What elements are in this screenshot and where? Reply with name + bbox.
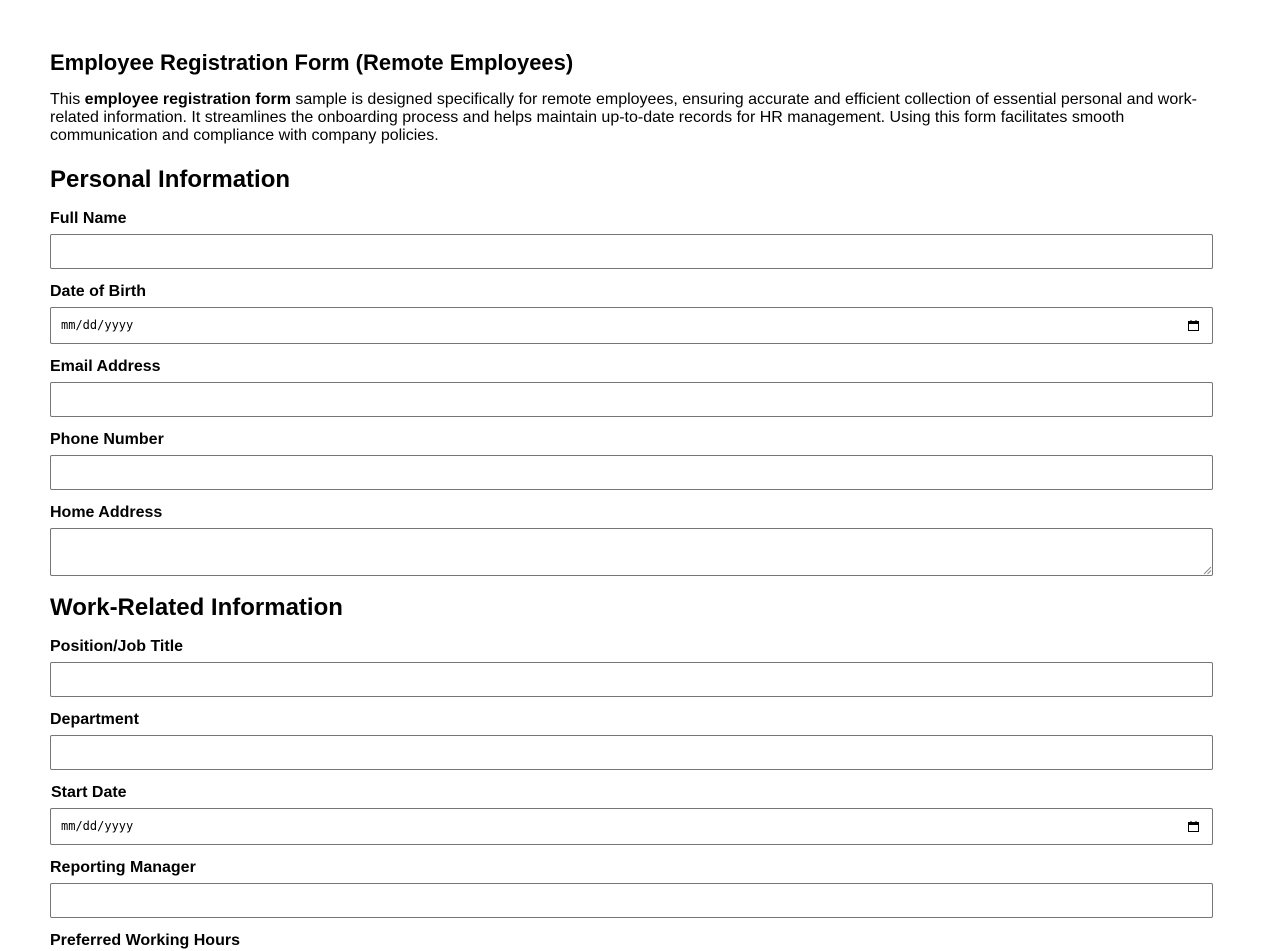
home-address-textarea[interactable] [50, 528, 1213, 576]
field-reporting-manager [50, 858, 1213, 918]
full-name-input[interactable] [50, 234, 1213, 269]
field-position [50, 637, 1213, 697]
intro-text-end: sample is designed specifically for remote employees, ensuring accurate and efficient collection of essential personal and work-related information. It streamlines the onboarding process and helps maintain up-to-date records for HR management. Using this form facilitates smooth communication and compliance with company policies. [50, 91, 1197, 144]
field-department [50, 710, 1213, 770]
field-full-name [50, 209, 1213, 269]
section-heading-personal: Personal Information [50, 166, 291, 193]
field-start-date [50, 783, 1213, 845]
field-preferred-hours [50, 931, 1213, 951]
reporting-manager-input[interactable] [50, 883, 1213, 918]
section-heading-work: Work-Related Information [50, 594, 343, 621]
intro-text-start: This [50, 91, 85, 108]
intro-paragraph [50, 91, 1213, 145]
date-of-birth-placeholder: mm/dd/yyyy [61, 318, 134, 332]
calendar-icon[interactable] [1188, 821, 1199, 832]
form-container [50, 0, 1213, 951]
start-date-placeholder: mm/dd/yyyy [61, 819, 134, 833]
full-name-label: Full Name [50, 210, 127, 227]
reporting-manager-label: Reporting Manager [50, 859, 196, 876]
page-title: Employee Registration Form (Remote Employees) [50, 50, 574, 75]
field-date-of-birth [50, 282, 1213, 344]
field-phone [50, 430, 1213, 490]
department-label: Department [50, 711, 139, 728]
field-home-address [50, 503, 1213, 576]
resize-grip-icon[interactable] [1203, 566, 1211, 574]
email-label: Email Address [50, 358, 161, 375]
field-email [50, 357, 1213, 417]
calendar-icon[interactable] [1188, 320, 1199, 331]
position-label: Position/Job Title [50, 638, 184, 655]
phone-label: Phone Number [50, 431, 164, 448]
start-date-input[interactable] [50, 808, 1213, 845]
position-input[interactable] [50, 662, 1213, 697]
date-of-birth-label: Date of Birth [50, 283, 146, 300]
date-of-birth-input[interactable] [50, 307, 1213, 344]
home-address-label: Home Address [50, 504, 163, 521]
department-input[interactable] [50, 735, 1213, 770]
email-input[interactable] [50, 382, 1213, 417]
intro-text-bold: employee registration form [84, 91, 291, 108]
start-date-label: Start Date [51, 784, 127, 801]
phone-input[interactable] [50, 455, 1213, 490]
preferred-hours-label: Preferred Working Hours [50, 932, 240, 949]
